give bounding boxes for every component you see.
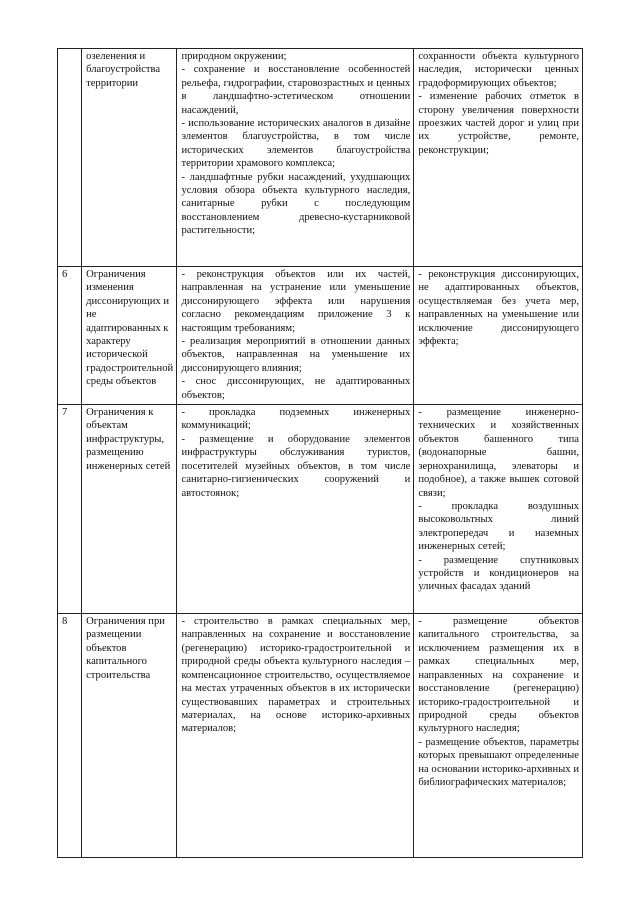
prohibited-item: - прокладка воздушных высоковольтных линий электропередач и наземных инженерных сетей;	[418, 500, 579, 553]
prohibited-measures	[414, 614, 583, 858]
restriction-category: озеленения и благоустройства территории	[82, 49, 177, 267]
permitted-item: - реконструкция объектов или их частей, направленная на устранение или уменьшение диссонирующего эффекта или нарушения согласно рекомендациям приложение 3 к настоящим требованиям;	[181, 269, 411, 334]
prohibited-item: - размещение спутниковых устройств и кондиционеров на уличных фасадах зданий	[418, 554, 579, 593]
restriction-category: Ограничения изменения диссонирующих и не адаптированных к характеру исторической градостроительной среды объектов	[82, 267, 177, 405]
prohibited-item: - реконструкция диссонирующих, не адаптированных объектов, осуществляемая без учета мер, направленных на уменьшение или исключение диссонирующего эффекта;	[418, 269, 579, 348]
table-row	[58, 49, 583, 267]
table-row	[58, 614, 583, 858]
permitted-item: - прокладка подземных инженерных коммуникаций;	[181, 407, 411, 432]
permitted-item: - реализация мероприятий в отношении данных объектов, направленная на уменьшение их диссонирующего влияния;	[181, 336, 411, 374]
permitted-item: - размещение и оборудование элементов инфраструктуры обслуживания туристов, посетителей музейных объектов, в том числе санитарно-гигиенических сооружений и автостоянок;	[181, 433, 411, 499]
prohibited-measures	[414, 405, 583, 614]
row-number: 8	[58, 614, 82, 858]
prohibited-item: - размещение объектов капитального строительства, за исключением размещения их в рамках специальных мер, направленных на сохранение и восстановление (регенерацию) историко-градостроительной и природной среды объектов культурного наследия;	[418, 616, 579, 735]
permitted-item: - сохранение и восстановление особенностей рельефа, гидрографии, старовозрастных и ценных в ландшафтно-эстетическом отношении насаждений,	[181, 64, 411, 116]
restrictions-table	[57, 48, 583, 858]
prohibited-item: сохранности объекта культурного наследия, исторически ценных градоформирующих объектов;	[418, 51, 579, 89]
permitted-item: - строительство в рамках специальных мер, направленных на сохранение и восстановление (регенерацию) историко-градостроительной и природной среды объекта культурного наследия – компенсационное строительство, осуществляемое на местах утраченных объектов в их исторически существовавших параметрах и строительных материалах, на основе историко-архивных материалов;	[181, 616, 411, 735]
restriction-category: Ограничения к объектам инфраструктуры, размещению инженерных сетей	[82, 405, 177, 614]
prohibited-measures	[414, 267, 583, 405]
permitted-measures	[177, 49, 414, 267]
table-row	[58, 267, 583, 405]
permitted-item: - снос диссонирующих, не адаптированных объектов;	[181, 376, 411, 401]
permitted-measures	[177, 405, 414, 614]
table-row	[58, 405, 583, 614]
row-number: 6	[58, 267, 82, 405]
prohibited-item: - размещение инженерно-технических и хозяйственных объектов башенного типа (водонапорные башни, зернохранилища, элеваторы и подобное), а также вышек сотовой связи;	[418, 407, 579, 499]
prohibited-item: - изменение рабочих отметок в сторону увеличения поверхности проезжих частей дорог и улиц при их устройстве, ремонте, реконструкции;	[418, 91, 579, 156]
permitted-item: - ландшафтные рубки насаждений, ухудшающих условия обзора объекта культурного наследия, санитарные рубки с последующим восстановлением древесно-кустарниковой растительности;	[181, 171, 411, 237]
row-number: 7	[58, 405, 82, 614]
permitted-item: природном окружении;	[181, 51, 287, 62]
restriction-category: Ограничения при размещении объектов капитального строительства	[82, 614, 177, 858]
prohibited-item: - размещение объектов, параметры которых превышают определенные на основании историко-архивных и библиографических материалов;	[418, 736, 579, 788]
permitted-item: - использование исторических аналогов в дизайне элементов благоустройства, в том числе исторических элементов благоустройства территории храмового комплекса;	[181, 118, 411, 170]
row-number	[58, 49, 82, 267]
permitted-measures	[177, 267, 414, 405]
permitted-measures	[177, 614, 414, 858]
prohibited-measures	[414, 49, 583, 267]
document-page	[57, 48, 583, 858]
